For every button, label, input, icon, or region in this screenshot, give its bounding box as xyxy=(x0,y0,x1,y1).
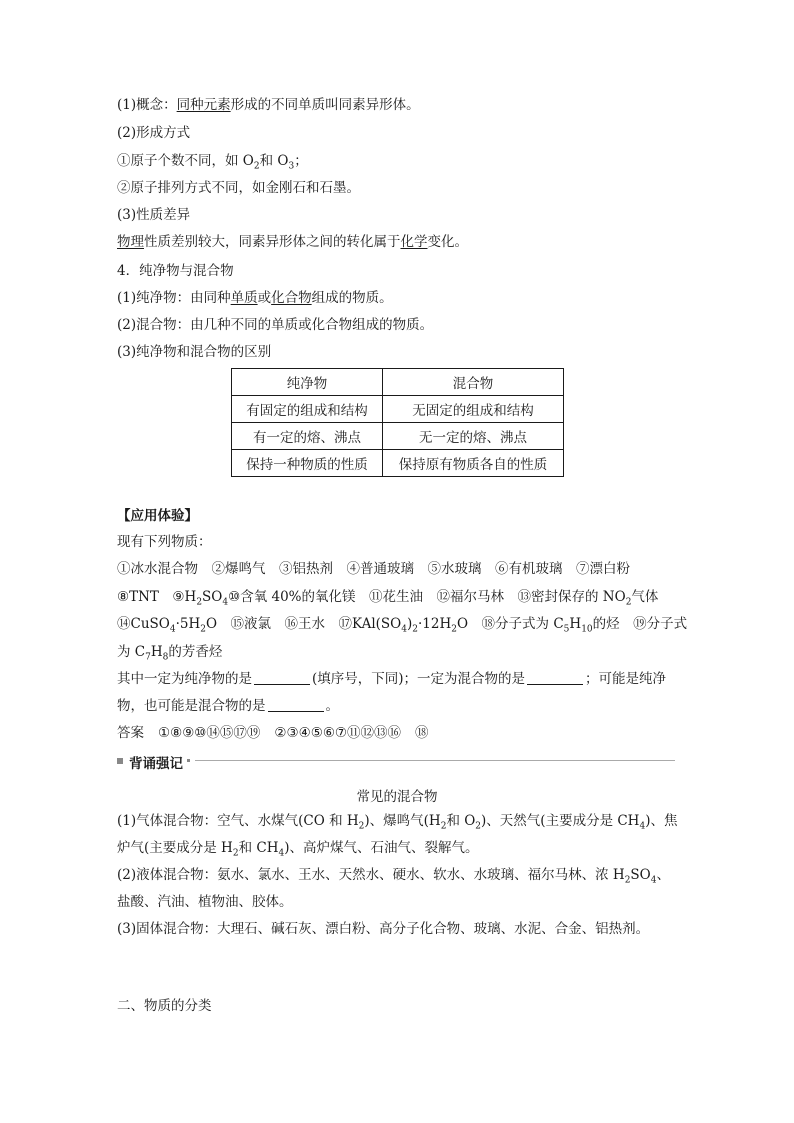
answer-blank xyxy=(527,671,583,685)
table-row xyxy=(232,396,564,423)
answer-blank xyxy=(254,671,310,685)
substance-list-row-4: 为 $C_7H_8$的芳香烃 xyxy=(117,644,223,663)
underlined-term: 化合物 xyxy=(271,290,312,306)
table-row xyxy=(232,369,564,396)
section-title: 背诵强记 xyxy=(129,756,183,772)
property-line: 物理性质差别较大，同素异形体之间的转化属于化学变化。 xyxy=(117,234,468,250)
formation-item-2: ②原子排列方式不同，如金刚石和石墨。 xyxy=(117,180,360,196)
table-cell: 无固定的组成和结构 xyxy=(383,396,564,423)
formation-heading: (2)形成方式 xyxy=(117,125,191,141)
answer-blank xyxy=(268,698,324,712)
square-bullet-icon xyxy=(117,758,123,764)
property-heading: (3)性质差异 xyxy=(117,207,191,223)
table-cell: 有固定的组成和结构 xyxy=(232,396,383,423)
substance-list-row-2: ⑧TNT $⑨H_2SO_4⑩$含氧 40%的氧化镁 ⑪花生油 ⑫福尔马林 ⑬密封保存的 $NO_2$气体 xyxy=(117,589,659,608)
practice-heading: 【应用体验】 xyxy=(117,508,198,524)
table-row xyxy=(232,450,564,477)
liquid-mixture-line-2: 盐酸、汽油、植物油、胶体。 xyxy=(117,894,293,910)
section-heading-4: 4．纯净物与混合物 xyxy=(117,263,234,279)
underlined-term: 化学 xyxy=(400,234,428,250)
memorize-section-bar xyxy=(117,752,675,770)
practice-intro: 现有下列物质： xyxy=(117,534,212,550)
comparison-table xyxy=(231,368,564,477)
table-header-cell: 纯净物 xyxy=(232,369,383,396)
answer-label: 答案 xyxy=(117,725,144,741)
table-cell: 保持原有物质各自的性质 xyxy=(383,450,564,477)
text: 形成的不同单质叫同素异形体。 xyxy=(230,97,420,113)
question-line-1: 其中一定为纯净物的是 (填序号，下同)；一定为混合物的是 ；可能是纯净 xyxy=(117,671,667,687)
formation-item-1: ①原子个数不同，如 $O_2$和 $O_3$； xyxy=(117,153,308,172)
underlined-term: 单质 xyxy=(230,290,258,306)
mixture-line: (2)混合物：由几种不同的单质或化合物组成的物质。 xyxy=(117,317,434,333)
answer-pure: ①⑧⑨⑩⑭⑮⑰⑲ xyxy=(158,725,261,741)
table-cell: 保持一种物质的性质 xyxy=(232,450,383,477)
underlined-term: 同种元素 xyxy=(176,97,231,113)
answer-mixture: ②③④⑤⑥⑦⑪⑫⑬⑯ xyxy=(274,725,402,741)
substance-list-row-3: $⑭CuSO_4\cdot 5H_2O$ ⑮液氯 ⑯王水 $⑰KAl(SO_4)_2\cdot 12H_2O$ ⑱分子式为 $C_5H_{10}$的烃 ⑲分子式 xyxy=(117,616,688,635)
question-line-2: 物，也可能是混合物的是 。 xyxy=(117,698,339,714)
substance-list-row-1: ①冰水混合物 ②爆鸣气 ③铝热剂 ④普通玻璃 ⑤水玻璃 ⑥有机玻璃 ⑦漂白粉 xyxy=(117,561,630,577)
underlined-term: 物理 xyxy=(117,234,144,250)
concept-line xyxy=(117,96,420,114)
gas-mixture-line-1: (1)气体混合物：空气、水煤气(CO 和 $H_2$)、爆鸣气($H_2$和 $O_2$)、天然气(主要成分是 $CH_4$)、焦 xyxy=(117,813,678,832)
gas-mixture-line-2: 炉气(主要成分是 $H_2$和 $CH_4$)、高炉煤气、石油气、裂解气。 xyxy=(117,840,479,859)
solid-mixture-line: (3)固体混合物：大理石、碱石灰、漂白粉、高分子化合物、玻璃、水泥、合金、铝热剂。 xyxy=(117,921,650,937)
pure-substance-line: (1)纯净物：由同种单质或化合物组成的物质。 xyxy=(117,290,393,306)
table-cell: 无一定的熔、沸点 xyxy=(383,423,564,450)
dot-icon xyxy=(187,759,190,762)
answer-either: ⑱ xyxy=(415,725,429,741)
table-row xyxy=(232,423,564,450)
next-section-heading: 二、物质的分类 xyxy=(117,998,212,1014)
table-cell: 有一定的熔、沸点 xyxy=(232,423,383,450)
answer-line xyxy=(117,724,429,742)
liquid-mixture-line-1: (2)液体混合物：氨水、氯水、王水、天然水、硬水、软水、水玻璃、福尔马林、浓 $H_2SO_4$、 xyxy=(117,867,670,886)
mixtures-title: 常见的混合物 xyxy=(356,789,438,805)
text: (1)概念： xyxy=(117,97,177,113)
divider xyxy=(195,760,675,761)
difference-heading: (3)纯净物和混合物的区别 xyxy=(117,344,272,360)
table-header-cell: 混合物 xyxy=(383,369,564,396)
